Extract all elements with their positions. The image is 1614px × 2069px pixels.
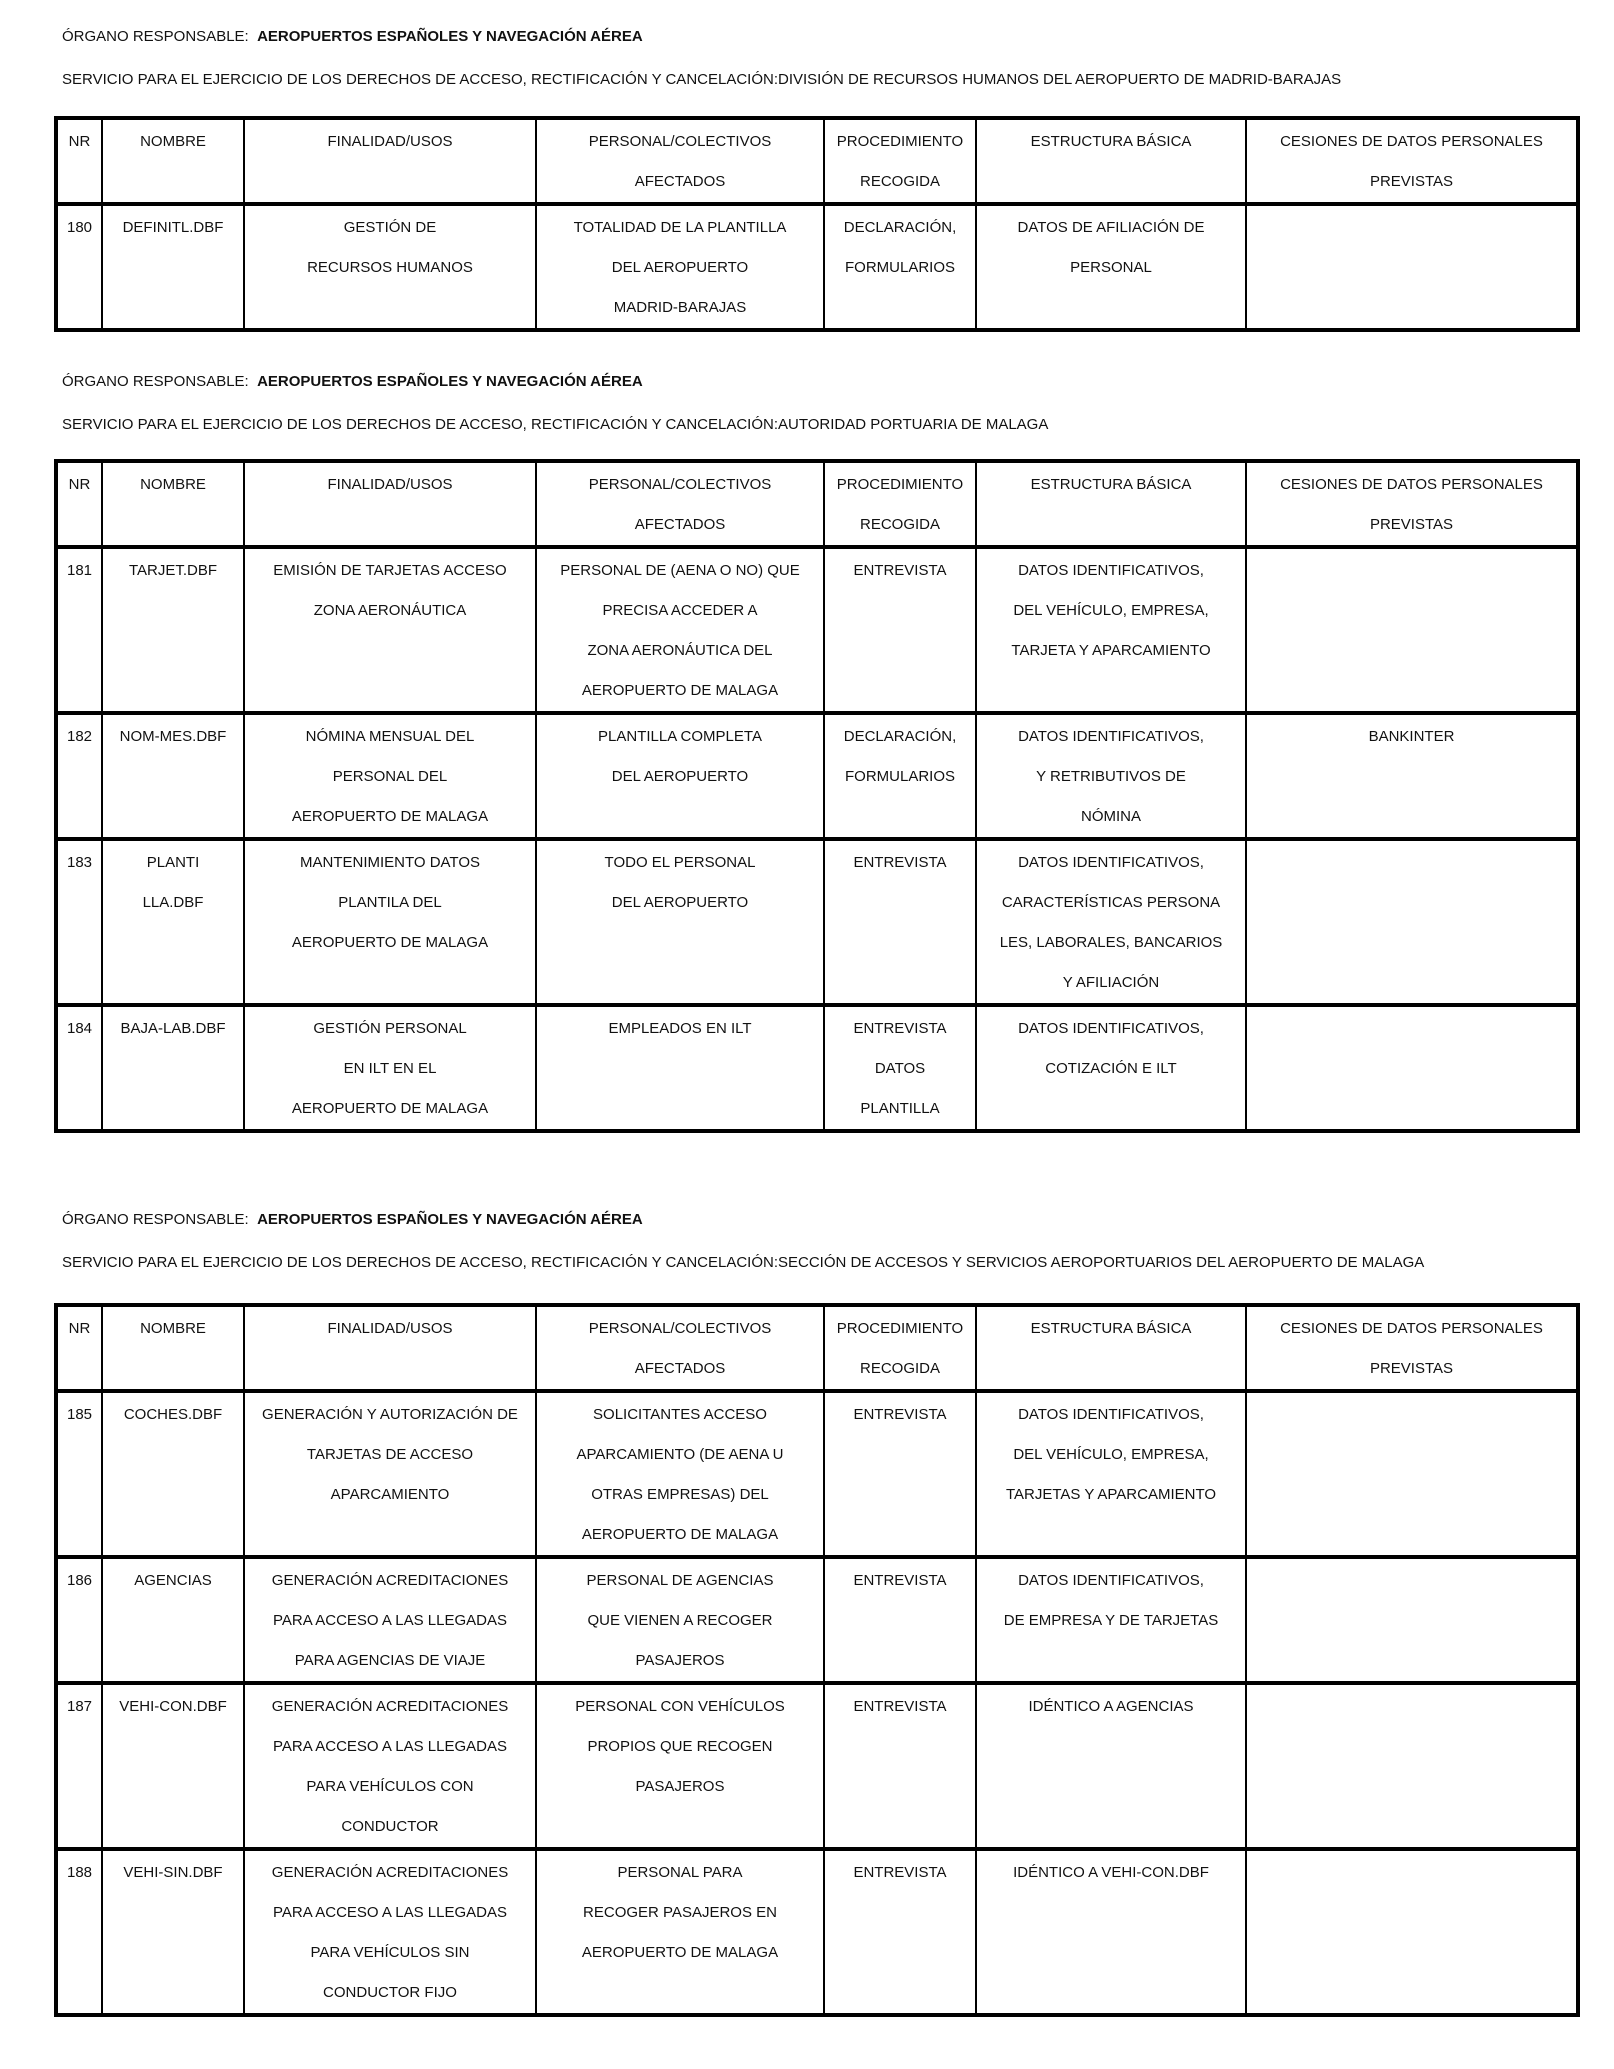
cell-nr: 183 [56, 839, 102, 1005]
cell-nombre: NOM-MES.DBF [102, 713, 244, 839]
cell-finalidad: MANTENIMIENTO DATOS PLANTILA DEL AEROPUERTO DE MALAGA [244, 839, 536, 1005]
cell-nombre: DEFINITL.DBF [102, 204, 244, 330]
cell-personal: PERSONAL DE (AENA O NO) QUE PRECISA ACCEDER A ZONA AERONÁUTICA DEL AEROPUERTO DE MALAGA [536, 547, 824, 713]
section-accesos-servicios [62, 1209, 1584, 2001]
table-row [56, 713, 1578, 839]
col-header-procedimiento: PROCEDIMIENTO RECOGIDA [824, 461, 976, 547]
section-autoridad-portuaria [62, 371, 1584, 1117]
cell-estructura: IDÉNTICO A VEHI-CON.DBF [976, 1849, 1246, 2015]
cell-nombre: TARJET.DBF [102, 547, 244, 713]
servicio-line: SERVICIO PARA EL EJERCICIO DE LOS DERECHOS DE ACCESO, RECTIFICACIÓN Y CANCELACIÓN:AUTORIDAD PORTUARIA DE MALAGA [62, 416, 1049, 433]
col-header-cesiones: CESIONES DE DATOS PERSONALES PREVISTAS [1246, 461, 1578, 547]
cell-nombre: AGENCIAS [102, 1557, 244, 1683]
col-header-estructura: ESTRUCTURA BÁSICA [976, 1305, 1246, 1391]
cell-estructura: DATOS IDENTIFICATIVOS, CARACTERÍSTICAS PERSONA LES, LABORALES, BANCARIOS Y AFILIACIÓN [976, 839, 1246, 1005]
col-header-finalidad: FINALIDAD/USOS [244, 118, 536, 204]
cell-cesiones [1246, 1005, 1578, 1131]
cell-procedimiento: ENTREVISTA DATOS PLANTILLA [824, 1005, 976, 1131]
cell-nr: 187 [56, 1683, 102, 1849]
cell-procedimiento: ENTREVISTA [824, 1391, 976, 1557]
table-row [56, 1557, 1578, 1683]
cell-procedimiento: ENTREVISTA [824, 839, 976, 1005]
cell-personal: PERSONAL DE AGENCIAS QUE VIENEN A RECOGER PASAJEROS [536, 1557, 824, 1683]
registry-table [54, 1303, 1580, 2017]
col-header-nombre: NOMBRE [102, 118, 244, 204]
cell-personal: SOLICITANTES ACCESO APARCAMIENTO (DE AENA U OTRAS EMPRESAS) DEL AEROPUERTO DE MALAGA [536, 1391, 824, 1557]
registry-table [54, 116, 1580, 332]
organo-label: ÓRGANO RESPONSABLE: [62, 373, 249, 390]
cell-procedimiento: DECLARACIÓN, FORMULARIOS [824, 713, 976, 839]
cell-estructura: DATOS IDENTIFICATIVOS, Y RETRIBUTIVOS DE NÓMINA [976, 713, 1246, 839]
col-header-personal: PERSONAL/COLECTIVOS AFECTADOS [536, 118, 824, 204]
cell-personal: PLANTILLA COMPLETA DEL AEROPUERTO [536, 713, 824, 839]
cell-nr: 186 [56, 1557, 102, 1683]
cell-procedimiento: ENTREVISTA [824, 1557, 976, 1683]
col-header-nr: NR [56, 1305, 102, 1391]
table-row [56, 204, 1578, 330]
col-header-cesiones: CESIONES DE DATOS PERSONALES PREVISTAS [1246, 118, 1578, 204]
table-row [56, 1849, 1578, 2015]
cell-nr: 185 [56, 1391, 102, 1557]
organo-label: ÓRGANO RESPONSABLE: [62, 28, 249, 45]
servicio-line: SERVICIO PARA EL EJERCICIO DE LOS DERECHOS DE ACCESO, RECTIFICACIÓN Y CANCELACIÓN:DIVISIÓN DE RECURSOS HUMANOS DEL AEROPUERTO DE MADRID-BARAJAS [62, 71, 1342, 88]
table-row [56, 1005, 1578, 1131]
cell-cesiones [1246, 204, 1578, 330]
cell-cesiones: BANKINTER [1246, 713, 1578, 839]
cell-finalidad: GENERACIÓN ACREDITACIONES PARA ACCESO A LAS LLEGADAS PARA VEHÍCULOS CON CONDUCTOR [244, 1683, 536, 1849]
organo-value: AEROPUERTOS ESPAÑOLES Y NAVEGACIÓN AÉREA [257, 1211, 643, 1228]
servicio-line: SERVICIO PARA EL EJERCICIO DE LOS DERECHOS DE ACCESO, RECTIFICACIÓN Y CANCELACIÓN:SECCIÓN DE ACCESOS Y SERVICIOS AEROPORTUARIOS DEL AEROPUERTO DE MALAGA [62, 1254, 1425, 1271]
table-row [56, 839, 1578, 1005]
cell-finalidad: GENERACIÓN ACREDITACIONES PARA ACCESO A LAS LLEGADAS PARA AGENCIAS DE VIAJE [244, 1557, 536, 1683]
cell-estructura: DATOS IDENTIFICATIVOS, DEL VEHÍCULO, EMPRESA, TARJETAS Y APARCAMIENTO [976, 1391, 1246, 1557]
col-header-finalidad: FINALIDAD/USOS [244, 461, 536, 547]
cell-nombre: VEHI-SIN.DBF [102, 1849, 244, 2015]
organo-responsable [62, 371, 1584, 393]
header-row [56, 118, 1578, 204]
col-header-nombre: NOMBRE [102, 461, 244, 547]
cell-cesiones [1246, 1557, 1578, 1683]
cell-finalidad: GENERACIÓN Y AUTORIZACIÓN DE TARJETAS DE ACCESO APARCAMIENTO [244, 1391, 536, 1557]
header-row [56, 1305, 1578, 1391]
cell-procedimiento: ENTREVISTA [824, 1849, 976, 2015]
cell-nombre: PLANTI LLA.DBF [102, 839, 244, 1005]
cell-personal: TODO EL PERSONAL DEL AEROPUERTO [536, 839, 824, 1005]
table-row [56, 1391, 1578, 1557]
cell-nombre: BAJA-LAB.DBF [102, 1005, 244, 1131]
cell-personal: EMPLEADOS EN ILT [536, 1005, 824, 1131]
cell-nombre: COCHES.DBF [102, 1391, 244, 1557]
section-madrid-rrhh [62, 26, 1584, 316]
cell-cesiones [1246, 1849, 1578, 2015]
col-header-nr: NR [56, 118, 102, 204]
cell-cesiones [1246, 1391, 1578, 1557]
col-header-procedimiento: PROCEDIMIENTO RECOGIDA [824, 1305, 976, 1391]
col-header-procedimiento: PROCEDIMIENTO RECOGIDA [824, 118, 976, 204]
cell-estructura: DATOS IDENTIFICATIVOS, DEL VEHÍCULO, EMPRESA, TARJETA Y APARCAMIENTO [976, 547, 1246, 713]
cell-estructura: DATOS IDENTIFICATIVOS, DE EMPRESA Y DE TARJETAS [976, 1557, 1246, 1683]
col-header-nombre: NOMBRE [102, 1305, 244, 1391]
col-header-cesiones: CESIONES DE DATOS PERSONALES PREVISTAS [1246, 1305, 1578, 1391]
cell-personal: PERSONAL PARA RECOGER PASAJEROS EN AEROPUERTO DE MALAGA [536, 1849, 824, 2015]
col-header-finalidad: FINALIDAD/USOS [244, 1305, 536, 1391]
cell-cesiones [1246, 547, 1578, 713]
cell-finalidad: GESTIÓN DE RECURSOS HUMANOS [244, 204, 536, 330]
cell-procedimiento: ENTREVISTA [824, 547, 976, 713]
organo-responsable [62, 1209, 1584, 1231]
cell-personal: TOTALIDAD DE LA PLANTILLA DEL AEROPUERTO MADRID-BARAJAS [536, 204, 824, 330]
cell-estructura: IDÉNTICO A AGENCIAS [976, 1683, 1246, 1849]
cell-nombre: VEHI-CON.DBF [102, 1683, 244, 1849]
col-header-personal: PERSONAL/COLECTIVOS AFECTADOS [536, 1305, 824, 1391]
organo-responsable [62, 26, 1584, 48]
cell-nr: 184 [56, 1005, 102, 1131]
cell-nr: 180 [56, 204, 102, 330]
organo-value: AEROPUERTOS ESPAÑOLES Y NAVEGACIÓN AÉREA [257, 373, 643, 390]
cell-cesiones [1246, 839, 1578, 1005]
cell-finalidad: GENERACIÓN ACREDITACIONES PARA ACCESO A LAS LLEGADAS PARA VEHÍCULOS SIN CONDUCTOR FIJO [244, 1849, 536, 2015]
cell-nr: 188 [56, 1849, 102, 2015]
cell-personal: PERSONAL CON VEHÍCULOS PROPIOS QUE RECOGEN PASAJEROS [536, 1683, 824, 1849]
cell-estructura: DATOS IDENTIFICATIVOS, COTIZACIÓN E ILT [976, 1005, 1246, 1131]
organo-value: AEROPUERTOS ESPAÑOLES Y NAVEGACIÓN AÉREA [257, 28, 643, 45]
cell-finalidad: GESTIÓN PERSONAL EN ILT EN EL AEROPUERTO DE MALAGA [244, 1005, 536, 1131]
col-header-personal: PERSONAL/COLECTIVOS AFECTADOS [536, 461, 824, 547]
cell-procedimiento: ENTREVISTA [824, 1683, 976, 1849]
table-row [56, 547, 1578, 713]
col-header-estructura: ESTRUCTURA BÁSICA [976, 461, 1246, 547]
cell-estructura: DATOS DE AFILIACIÓN DE PERSONAL [976, 204, 1246, 330]
organo-label: ÓRGANO RESPONSABLE: [62, 1211, 249, 1228]
cell-finalidad: EMISIÓN DE TARJETAS ACCESO ZONA AERONÁUTICA [244, 547, 536, 713]
cell-nr: 181 [56, 547, 102, 713]
col-header-estructura: ESTRUCTURA BÁSICA [976, 118, 1246, 204]
cell-procedimiento: DECLARACIÓN, FORMULARIOS [824, 204, 976, 330]
registry-table [54, 459, 1580, 1133]
cell-nr: 182 [56, 713, 102, 839]
col-header-nr: NR [56, 461, 102, 547]
table-row [56, 1683, 1578, 1849]
cell-cesiones [1246, 1683, 1578, 1849]
cell-finalidad: NÓMINA MENSUAL DEL PERSONAL DEL AEROPUERTO DE MALAGA [244, 713, 536, 839]
header-row [56, 461, 1578, 547]
